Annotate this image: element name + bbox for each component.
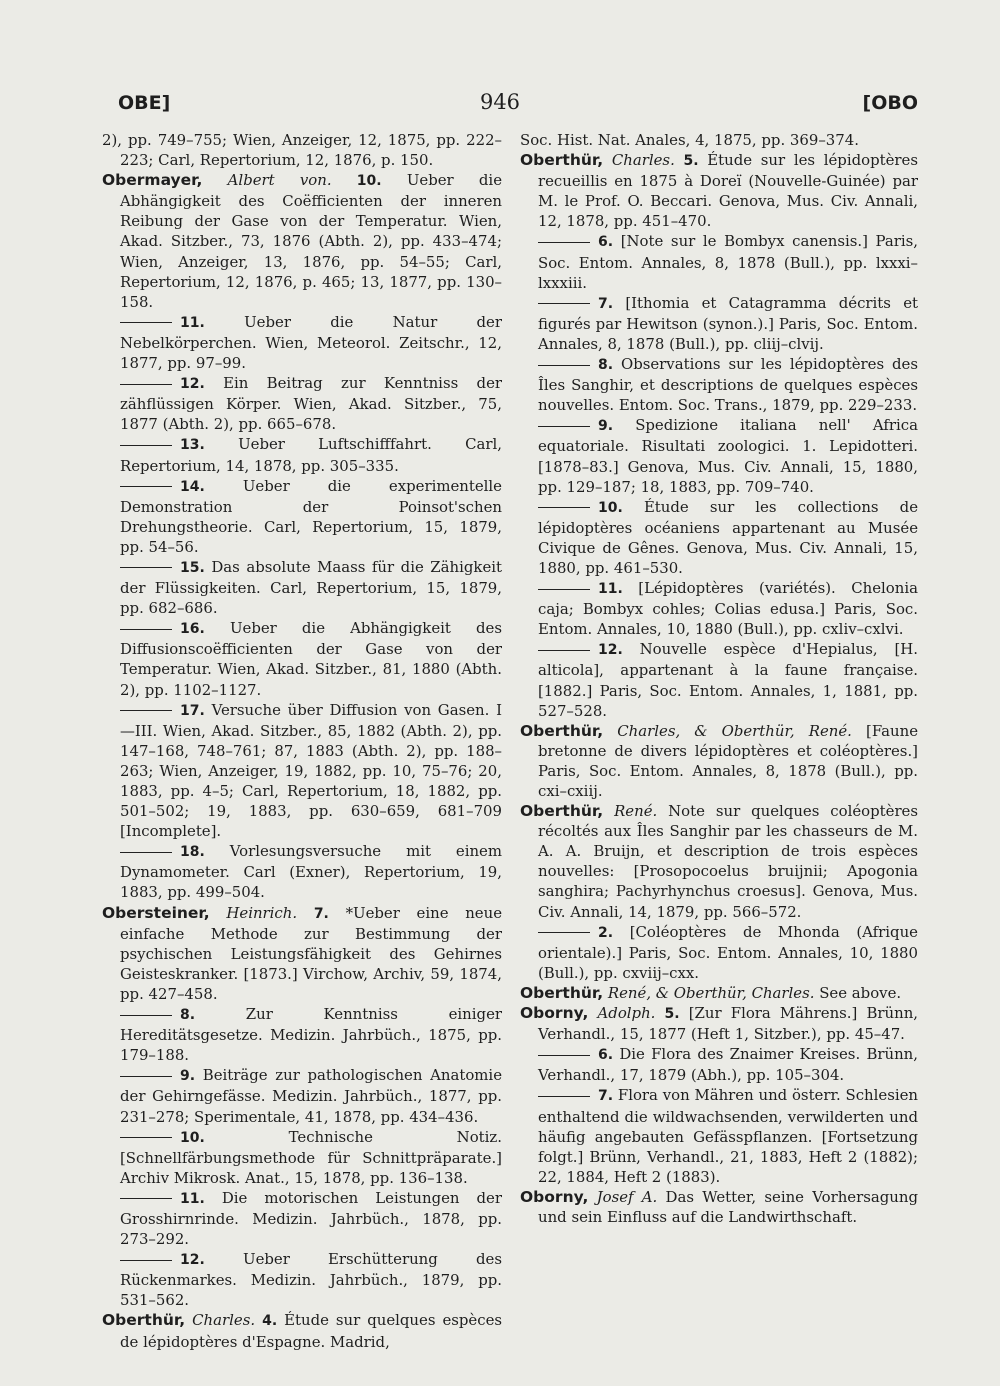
bib-entry <box>520 231 918 292</box>
author-given-name: René. <box>614 802 658 821</box>
left-column <box>102 130 502 1352</box>
entry-number: 11. <box>598 581 623 598</box>
entry-number: 5. <box>664 1006 680 1023</box>
author-surname: Oberthür, <box>520 983 604 1002</box>
entry-text: See above. <box>819 983 902 1002</box>
entry-number: 14. <box>180 478 205 495</box>
bib-entry <box>102 903 502 1004</box>
entry-number: 4. <box>262 1313 278 1330</box>
bib-entry <box>102 170 502 312</box>
entry-text: *Ueber eine neue einfache Methode zur Bestimmung der psychischen Leistungsfähigkeit des Gehirnes Geisteskranker. [1873.] Virchow, Archiv, 59, 1874, pp. 427–458. <box>120 903 503 1003</box>
entry-text: [Faune bretonne de divers lépidoptères et coléoptères.] Paris, Soc. Entom. Annales, 8, 1878 (Bull.), pp. cxi–cxiij. <box>538 721 919 800</box>
entry-number: 5. <box>683 153 699 170</box>
entry-text: Die Flora des Znaimer Kreises. Brünn, Verhandl., 17, 1879 (Abh.), pp. 105–304. <box>538 1045 919 1085</box>
entry-text: Spedizione italiana nell' Africa equatoriale. Risultati zoologici. 1. Lepidotteri. [1878–83.] Genova, Mus. Civ. Annali, 15, 1880, pp. 129–187; 18, 1883, pp. 709–740. <box>538 416 918 496</box>
bib-entry <box>520 1187 918 1227</box>
entry-number: 10. <box>180 1129 205 1146</box>
ditto-dash <box>120 852 172 853</box>
entry-number: 17. <box>180 702 205 719</box>
entry-text: Ein Beitrag zur Kenntniss der zähflüssigen Körper. Wien, Akad. Sitzber., 75, 1877 (Abth. 2), pp. 665–678. <box>120 374 503 434</box>
entry-text: Étude sur quelques espèces de lépidoptères d'Espagne. Madrid, <box>120 1311 503 1351</box>
bib-entry <box>102 841 502 902</box>
right-column <box>520 130 918 1227</box>
bib-entry <box>102 373 502 434</box>
entry-number: 8. <box>598 357 614 374</box>
entry-text: Das Wetter, seine Vorhersagung und sein Einfluss auf die Landwirthschaft. <box>538 1187 918 1226</box>
ditto-dash <box>538 365 590 366</box>
ditto-dash <box>538 650 590 651</box>
ditto-dash <box>120 1198 172 1199</box>
author-surname: Oberthür, <box>520 802 604 821</box>
bib-entry <box>520 922 918 983</box>
entry-text: Vorlesungsversuche mit einem Dynamometer. Carl (Exner), Repertorium, 19, 1883, pp. 499–504. <box>120 842 502 902</box>
author-given-name: Charles, & Oberthür, René. <box>617 721 852 740</box>
entry-number: 16. <box>180 621 205 638</box>
author-given-name: Adolph. <box>597 1004 656 1023</box>
ditto-dash <box>538 303 590 304</box>
entry-number: 13. <box>180 437 205 454</box>
bib-entry <box>520 1085 918 1186</box>
bib-entry <box>102 1188 502 1249</box>
entry-number: 9. <box>598 418 614 435</box>
ditto-dash <box>120 445 172 446</box>
entry-text: Étude sur les lépidoptères recueillis en 1875 à Doreï (Nouvelle-Guinée) par M. le Prof. O. Beccari. Genova, Mus. Civ. Annali, 12, 1878, pp. 451–470. <box>538 151 919 231</box>
ditto-dash <box>120 629 172 630</box>
bib-entry <box>102 312 502 373</box>
author-given-name: Charles. <box>192 1311 256 1330</box>
entry-text: [Zur Flora Mährens.] Brünn, Verhandl., 15, 1877 (Heft 1, Sitzber.), pp. 45–47. <box>538 1004 919 1044</box>
bib-entry <box>520 150 918 231</box>
entry-text: Ueber die experimentelle Demonstration der Poinsot'schen Drehungstheorie. Carl, Repertorium, 15, 1879, pp. 54–56. <box>120 476 502 556</box>
entry-text: [Lépidoptères (variétés). Chelonia caja; Bombyx cohles; Colias edusa.] Paris, Soc. Entom. Annales, 10, 1880 (Bull.), pp. cxliv–cxlvi. <box>538 579 918 639</box>
entry-text: Ueber die Natur der Nebelkörperchen. Wien, Meteorol. Zeitschr., 12, 1877, pp. 97–99. <box>120 312 502 373</box>
entry-number: 6. <box>598 234 614 251</box>
bib-entry <box>102 476 502 557</box>
ditto-dash <box>120 1260 172 1261</box>
bib-entry <box>520 415 918 496</box>
ditto-dash <box>120 384 172 385</box>
entry-text: Ueber Luftschifffahrt. Carl, Repertorium, 14, 1878, pp. 305–335. <box>120 435 502 475</box>
bib-entry <box>520 1044 918 1085</box>
ditto-dash <box>120 1076 172 1077</box>
bib-entry <box>102 130 502 170</box>
entry-text: Das absolute Maass für die Zähigkeit der Flüssigkeiten. Carl, Repertorium, 15, 1879, pp. 682–686. <box>120 557 503 618</box>
bib-entry <box>520 130 918 150</box>
ditto-dash <box>538 1055 590 1056</box>
author-surname: Oberthür, <box>520 721 604 740</box>
ditto-dash <box>538 507 590 508</box>
ditto-dash <box>120 322 172 323</box>
bib-entry <box>520 639 918 720</box>
entry-text: [Note sur le Bombyx canensis.] Paris, Soc. Entom. Annales, 8, 1878 (Bull.), pp. lxxxi–lxxxiii. <box>538 232 919 292</box>
entry-text: Technische Notiz. [Schnellfärbungsmethode für Schnittpräparate.] Archiv Mikrosk. Anat., 15, 1878, pp. 136–138. <box>120 1127 503 1187</box>
author-surname: Obersteiner, <box>102 903 210 922</box>
author-surname: Oberthür, <box>520 151 604 170</box>
entry-text: [Coléoptères de Mhonda (Afrique orientale).] Paris, Soc. Entom. Annales, 10, 1880 (Bull.), pp. cxviij–cxx. <box>538 922 918 982</box>
bib-entry <box>102 557 502 618</box>
ditto-dash <box>538 1096 590 1097</box>
entry-text: Zur Kenntniss einiger Hereditätsgesetze. Medizin. Jahrbüch., 1875, pp. 179–188. <box>120 1005 502 1065</box>
page-number: 946 <box>479 90 521 114</box>
entry-text: Ueber Erschütterung des Rückenmarkes. Medizin. Jahrbüch., 1879, pp. 531–562. <box>120 1250 502 1310</box>
bib-entry <box>102 618 502 699</box>
bib-entry <box>520 354 918 415</box>
entry-number: 7. <box>598 1088 614 1105</box>
author-surname: Oborny, <box>520 1187 589 1206</box>
author-surname: Obermayer, <box>102 171 203 190</box>
entry-number: 7. <box>313 905 329 922</box>
entry-number: 12. <box>180 376 205 393</box>
entry-number: 10. <box>598 499 623 516</box>
entry-text: Flora von Mähren und österr. Schlesien enthaltend die wildwachsenden, verwilderten und häufig angebauten Gefässpflanzen. [Fortsetzung folgt.] Brünn, Verhandl., 21, 1883, Heft 2 (1882); 22, 1884, Heft 2 (1883). <box>538 1086 919 1186</box>
entry-text: 2), pp. 749–755; Wien, Anzeiger, 12, 1875, pp. 222–223; Carl, Repertorium, 12, 1876, p. 150. <box>102 131 502 170</box>
ditto-dash <box>120 1015 172 1016</box>
entry-number: 7. <box>598 295 614 312</box>
header-right: [OBO <box>862 92 918 114</box>
bib-entry <box>102 700 502 842</box>
ditto-dash <box>120 1137 172 1138</box>
ditto-dash <box>120 567 172 568</box>
entry-number: 12. <box>180 1252 205 1269</box>
bib-entry <box>102 1310 502 1351</box>
entry-text: Ueber die Abhängigkeit des Coëfficienten der inneren Reibung der Gase von der Temperatur. Wien, Akad. Sitzber., 73, 1876 (Abth. 2), pp. 433–474; Wien, Anzeiger, 13, 1876, pp. 54–55; Carl, Repertorium, 12, 1876, p. 465; 13, 1877, pp. 130–158. <box>120 171 503 311</box>
entry-number: 12. <box>598 642 623 659</box>
entry-text: Versuche über Diffusion von Gasen. I—III. Wien, Akad. Sitzber., 85, 1882 (Abth. 2), pp. 147–168, 748–761; 87, 1883 (Abth. 2), pp. 188–263; Wien, Anzeiger, 19, 1882, pp. 10, 75–76; 20, 1883, pp. 4–5; Carl, Repertorium, 18, 1882, pp. 501–502; 19, 1883, pp. 630–659, 681–709 [Incomplete]. <box>120 700 503 841</box>
entry-text: Beiträge zur pathologischen Anatomie der Gehirngefässe. Medizin. Jahrbüch., 1877, pp. 231–278; Sperimentale, 41, 1878, pp. 434–436. <box>120 1066 503 1126</box>
bib-entry <box>102 1065 502 1126</box>
ditto-dash <box>538 589 590 590</box>
bib-entry <box>520 801 918 922</box>
author-given-name: René, & Oberthür, Charles. <box>607 983 815 1002</box>
entry-text: Ueber die Abhängigkeit des Diffusionscoëfficienten der Gase von der Temperatur. Wien, Akad. Sitzber., 81, 1880 (Abth. 2), pp. 1102–1127. <box>120 619 503 699</box>
bib-entry <box>520 578 918 639</box>
bib-entry <box>520 1003 918 1044</box>
entry-number: 11. <box>180 314 205 331</box>
bib-entry <box>520 983 918 1003</box>
author-given-name: Heinrich. <box>226 903 298 922</box>
bib-entry <box>102 1127 502 1188</box>
entry-number: 9. <box>180 1068 196 1085</box>
ditto-dash <box>538 932 590 933</box>
author-given-name: Charles. <box>611 151 675 170</box>
entry-text: [Ithomia et Catagramma décrits et figurés par Hewitson (synon.).] Paris, Soc. Entom. Annales, 8, 1878 (Bull.), pp. cliij–clvij. <box>538 293 919 353</box>
author-given-name: Josef A. <box>596 1187 658 1206</box>
ditto-dash <box>120 486 172 487</box>
bib-entry <box>102 1004 502 1065</box>
entry-number: 11. <box>180 1190 205 1207</box>
header-left: OBE] <box>118 92 171 114</box>
entry-number: 2. <box>598 924 614 941</box>
bib-entry <box>102 1249 502 1310</box>
entry-number: 15. <box>180 559 205 576</box>
author-given-name: Albert von. <box>227 171 332 190</box>
bib-entry <box>520 497 918 578</box>
author-surname: Oberthür, <box>102 1311 186 1330</box>
entry-text: Die motorischen Leistungen der Grosshirnrinde. Medizin. Jahrbüch., 1878, pp. 273–292. <box>120 1188 502 1249</box>
ditto-dash <box>538 242 590 243</box>
entry-number: 6. <box>598 1047 614 1064</box>
entry-text: Soc. Hist. Nat. Anales, 4, 1875, pp. 369–374. <box>520 131 859 149</box>
ditto-dash <box>120 710 172 711</box>
bib-entry <box>102 434 502 475</box>
ditto-dash <box>538 426 590 427</box>
entry-text: Note sur quelques coléoptères récoltés aux Îles Sanghir par les chasseurs de M. A. A. Bruijn, et description de trois espèces nouvelles: [Prosopocoelus bruijnii; Apogonia sanghira; Pachyrhynchus croesus]. Genova, Mus. Civ. Annali, 14, 1879, pp. 566–572. <box>538 802 919 921</box>
entry-text: Nouvelle espèce d'Hepialus, [H. alticola], appartenant à la faune française. [1882.] Paris, Soc. Entom. Annales, 1, 1881, pp. 527–528. <box>538 640 918 720</box>
entry-number: 8. <box>180 1007 196 1024</box>
bib-entry <box>520 721 918 801</box>
entry-text: Étude sur les collections de lépidoptères océaniens appartenant au Musée Civique de Gênes. Genova, Mus. Civ. Annali, 15, 1880, pp. 461–530. <box>538 497 919 577</box>
entry-text: Observations sur les lépidoptères des Îles Sanghir, et descriptions de quelques espèces nouvelles. Entom. Soc. Trans., 1879, pp. 229–233. <box>538 355 919 415</box>
bib-entry <box>520 293 918 354</box>
entry-number: 18. <box>180 844 205 861</box>
entry-number: 10. <box>356 173 382 190</box>
author-surname: Oborny, <box>520 1004 589 1023</box>
